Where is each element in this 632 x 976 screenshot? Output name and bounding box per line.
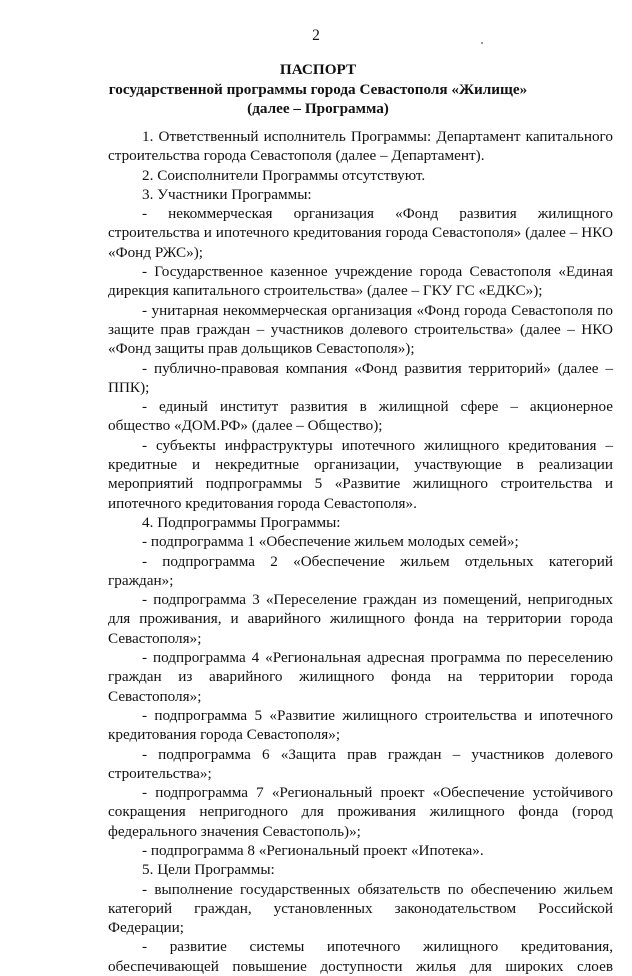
- paragraph: - подпрограмма 3 «Переселение граждан из помещений, непригодных для проживания, и аварийного жилищного фонда на территории города Севастополя»;: [108, 591, 613, 647]
- paragraph: - Государственное казенное учреждение города Севастополя «Единая дирекция капитального строительства» (далее – ГКУ ГС «ЕДКС»);: [108, 263, 613, 300]
- paragraph: - подпрограмма 7 «Региональный проект «Обеспечение устойчивого сокращения непригодного для проживания жилищного фонда (город федерального значения Севастополь)»;: [108, 784, 613, 840]
- title-heading: ПАСПОРТ: [279, 61, 357, 78]
- paragraph: - публично-правовая компания «Фонд развития территорий» (далее – ППК);: [108, 359, 613, 396]
- paragraph: - унитарная некоммерческая организация «Фонд города Севастополя по защите прав граждан – участников долевого строительства» (далее – НКО «Фонд защиты прав дольщиков Севастополя»);: [108, 301, 613, 358]
- paragraph: - выполнение государственных обязательств по обеспечению жильем категорий граждан, установленных законодательством Российской Федерации;: [108, 880, 613, 937]
- paragraph: - единый институт развития в жилищной сфере – акционерное общество «ДОМ.РФ» (далее – Общество);: [108, 398, 613, 435]
- paragraph: 1. Ответственный исполнитель Программы: Департамент капитального строительства города Севастополя (далее – Департамент).: [108, 128, 613, 165]
- paragraph: 3. Участники Программы:: [142, 185, 312, 203]
- paragraph: - подпрограмма 8 «Региональный проект «Ипотека».: [142, 841, 484, 859]
- paragraph: 2. Соисполнители Программы отсутствуют.: [142, 166, 426, 184]
- paragraph: 5. Цели Программы:: [142, 861, 275, 879]
- document-title-block: [108, 60, 528, 119]
- paragraph: - развитие системы ипотечного жилищного кредитования, обеспечивающей повышение доступности жилья для широких слоев: [108, 938, 613, 975]
- page-number: 2: [312, 27, 320, 44]
- paragraph: - подпрограмма 6 «Защита прав граждан – участников долевого строительства»;: [108, 745, 613, 782]
- speck-mark: [481, 42, 483, 44]
- paragraph: - подпрограмма 2 «Обеспечение жильем отдельных категорий граждан»;: [108, 552, 613, 589]
- document-body: [108, 127, 613, 976]
- paragraph: - некоммерческая организация «Фонд развития жилищного строительства и ипотечного кредитования города Севастополя» (далее – НКО «Фонд РЖС»);: [108, 205, 613, 261]
- title-note: (далее – Программа): [247, 100, 389, 117]
- paragraph: 4. Подпрограммы Программы:: [142, 513, 341, 531]
- paragraph: - подпрограмма 5 «Развитие жилищного строительства и ипотечного кредитования города Севастополя»;: [108, 706, 613, 744]
- title-subheading: государственной программы города Севастополя «Жилище»: [108, 80, 528, 98]
- paragraph: - субъекты инфраструктуры ипотечного жилищного кредитования – кредитные и некредитные организации, участвующие в реализации мероприятий подпрограммы 5 «Развитие жилищного строительства и ипотечного кредитования города Севастополя».: [108, 436, 613, 512]
- paragraph: - подпрограмма 1 «Обеспечение жильем молодых семей»;: [142, 533, 519, 551]
- paragraph: - подпрограмма 4 «Региональная адресная программа по переселению граждан из аварийного жилищного фонда на территории города Севастополя»;: [108, 649, 613, 705]
